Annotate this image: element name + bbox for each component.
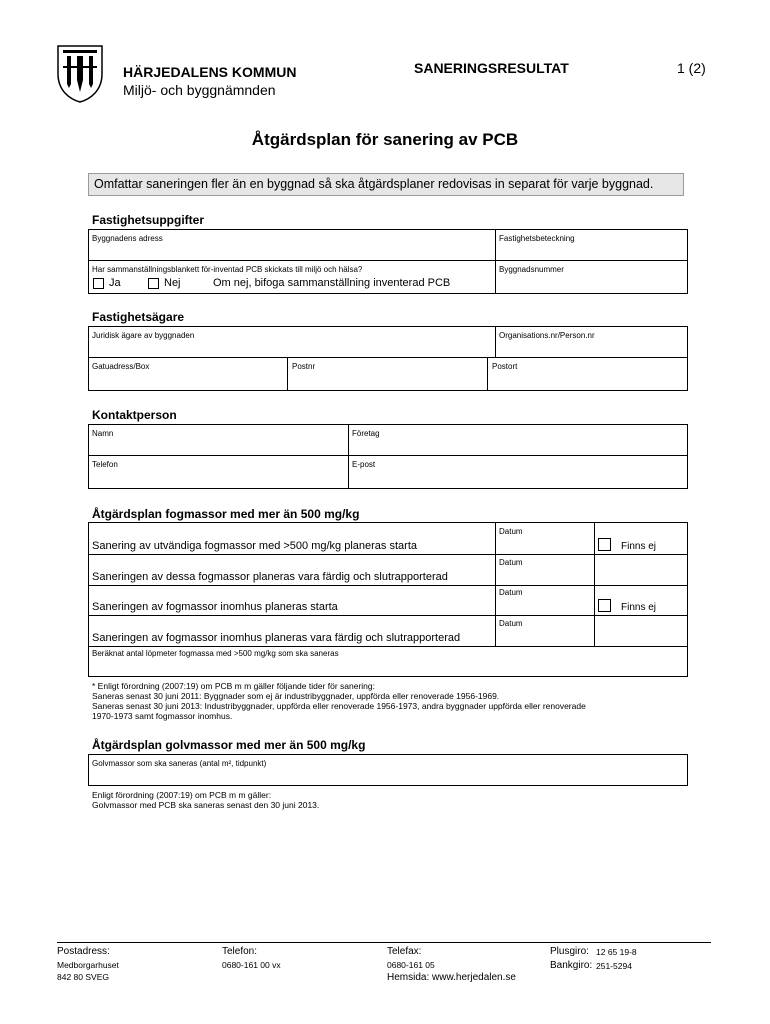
page-number: 1 (2) xyxy=(677,60,706,76)
section-heading-agare: Fastighetsägare xyxy=(92,310,185,324)
telefon-field[interactable]: Telefon xyxy=(92,460,118,469)
document-type: SANERINGSRESULTAT xyxy=(414,60,569,76)
nej-label: Nej xyxy=(164,277,181,289)
nej-note: Om nej, bifoga sammanställning inventerad PCB xyxy=(213,277,451,289)
row-divider xyxy=(89,260,687,261)
footer-post-label: Postadress: xyxy=(57,946,110,957)
postnr-field[interactable]: Postnr xyxy=(292,362,316,371)
nej-checkbox[interactable] xyxy=(148,278,159,289)
finns-ej-checkbox-1[interactable] xyxy=(598,538,611,551)
footer-website[interactable]: Hemsida: www.herjedalen.se xyxy=(387,972,516,983)
datum-field-2[interactable]: Datum xyxy=(499,558,523,567)
column-divider xyxy=(348,425,349,489)
kontakt-box xyxy=(88,424,688,489)
footer-fax-label: Telefax: xyxy=(387,946,422,957)
lopmeter-field[interactable]: Beräknat antal löpmeter fogmassa med >500 mg/kg som ska saneras xyxy=(92,649,339,658)
golv-note-2: Golvmassor med PCB ska saneras senast den 30 juni 2013. xyxy=(92,800,320,810)
foretag-field[interactable]: Företag xyxy=(352,429,380,438)
footer-fax-value: 0680-161 05 xyxy=(387,960,435,970)
column-divider xyxy=(287,357,288,391)
row-divider xyxy=(89,455,687,456)
footer-post-line1: Medborgarhuset xyxy=(57,960,119,970)
address-field[interactable]: Byggnadens adress xyxy=(92,234,163,243)
column-divider xyxy=(495,230,496,294)
footer-plusgiro-label: Plusgiro: xyxy=(550,946,589,957)
row-divider xyxy=(89,646,687,647)
footer-post-line2: 842 80 SVEG xyxy=(57,972,109,982)
column-divider xyxy=(594,523,595,646)
finns-ej-label-2: Finns ej xyxy=(621,602,657,613)
footer-bankgiro-label: Bankgiro: xyxy=(550,960,593,971)
organization-name: HÄRJEDALENS KOMMUN xyxy=(123,64,297,80)
orgnr-field[interactable]: Organisations.nr/Person.nr xyxy=(499,331,595,340)
footer-tel-label: Telefon: xyxy=(222,946,258,957)
section-heading-golv: Åtgärdsplan golvmassor med mer än 500 mg/kg xyxy=(92,738,366,752)
column-divider xyxy=(487,357,488,391)
question-label: Har sammanställningsblankett för-inventad PCB skickats till miljö och hälsa? xyxy=(92,265,363,274)
footer-bankgiro-value: 251-5294 xyxy=(596,961,632,971)
agare-box xyxy=(88,326,688,391)
fastighet-box xyxy=(88,229,688,294)
fog-row-1: Sanering av utvändiga fogmassor med >500 mg/kg planeras starta xyxy=(92,540,417,552)
ja-checkbox[interactable] xyxy=(93,278,104,289)
byggnadsnummer-field[interactable]: Byggnadsnummer xyxy=(499,265,564,274)
datum-field-3[interactable]: Datum xyxy=(499,588,523,597)
ja-label: Ja xyxy=(109,277,121,289)
golvmassor-field[interactable]: Golvmassor som ska saneras (antal m², tidpunkt) xyxy=(92,759,267,768)
row-divider xyxy=(89,554,687,555)
epost-field[interactable]: E-post xyxy=(352,460,376,469)
footer-divider xyxy=(57,942,711,943)
fog-note-4: 1970-1973 samt fogmassor inomhus. xyxy=(92,711,233,721)
gatuadress-field[interactable]: Gatuadress/Box xyxy=(92,362,150,371)
organization-department: Miljö- och byggnämnden xyxy=(123,82,276,98)
finns-ej-checkbox-2[interactable] xyxy=(598,599,611,612)
row-divider xyxy=(89,585,687,586)
fog-row-2: Saneringen av dessa fogmassor planeras vara färdig och slutrapporterad xyxy=(92,571,448,583)
fog-box xyxy=(88,522,688,677)
notice-banner: Omfattar saneringen fler än en byggnad så ska åtgärdsplaner redovisas in separat för varje byggnad. xyxy=(88,173,684,196)
fog-note-3: Saneras senast 30 juni 2013: Industribyggnader, uppförda eller renoverade 1956-1973, andra byggnader uppförda eller renoverade xyxy=(92,701,586,711)
juridisk-agare-field[interactable]: Juridisk ägare av byggnaden xyxy=(92,331,195,340)
footer-tel-value: 0680-161 00 vx xyxy=(222,960,281,970)
beteckning-field[interactable]: Fastighetsbeteckning xyxy=(499,234,575,243)
footer-plusgiro-value: 12 65 19-8 xyxy=(596,947,637,957)
section-heading-kontakt: Kontaktperson xyxy=(92,408,177,422)
section-heading-fog: Åtgärdsplan fogmassor med mer än 500 mg/kg xyxy=(92,507,360,521)
fog-row-4: Saneringen av fogmassor inomhus planeras vara färdig och slutrapporterad xyxy=(92,632,461,644)
row-divider xyxy=(89,357,687,358)
namn-field[interactable]: Namn xyxy=(92,429,114,438)
column-divider xyxy=(495,327,496,358)
page-title: Åtgärdsplan för sanering av PCB xyxy=(251,130,519,149)
fog-note-1: * Enligt förordning (2007:19) om PCB m m gäller följande tider för sanering: xyxy=(92,681,376,691)
postort-field[interactable]: Postort xyxy=(492,362,518,371)
datum-field-1[interactable]: Datum xyxy=(499,527,523,536)
column-divider xyxy=(495,523,496,646)
fog-row-3: Saneringen av fogmassor inomhus planeras starta xyxy=(92,601,338,613)
finns-ej-label-1: Finns ej xyxy=(621,541,657,552)
golv-box xyxy=(88,754,688,786)
fog-note-2: Saneras senast 30 juni 2011: Byggnader som ej är industribyggnader, uppförda eller renoverade 1956-1969. xyxy=(92,691,500,701)
row-divider xyxy=(89,615,687,616)
municipality-coat-of-arms-icon xyxy=(55,44,105,104)
golv-note-1: Enligt förordning (2007:19) om PCB m m gäller: xyxy=(92,790,272,800)
section-heading-fastighet: Fastighetsuppgifter xyxy=(92,213,205,227)
datum-field-4[interactable]: Datum xyxy=(499,619,523,628)
